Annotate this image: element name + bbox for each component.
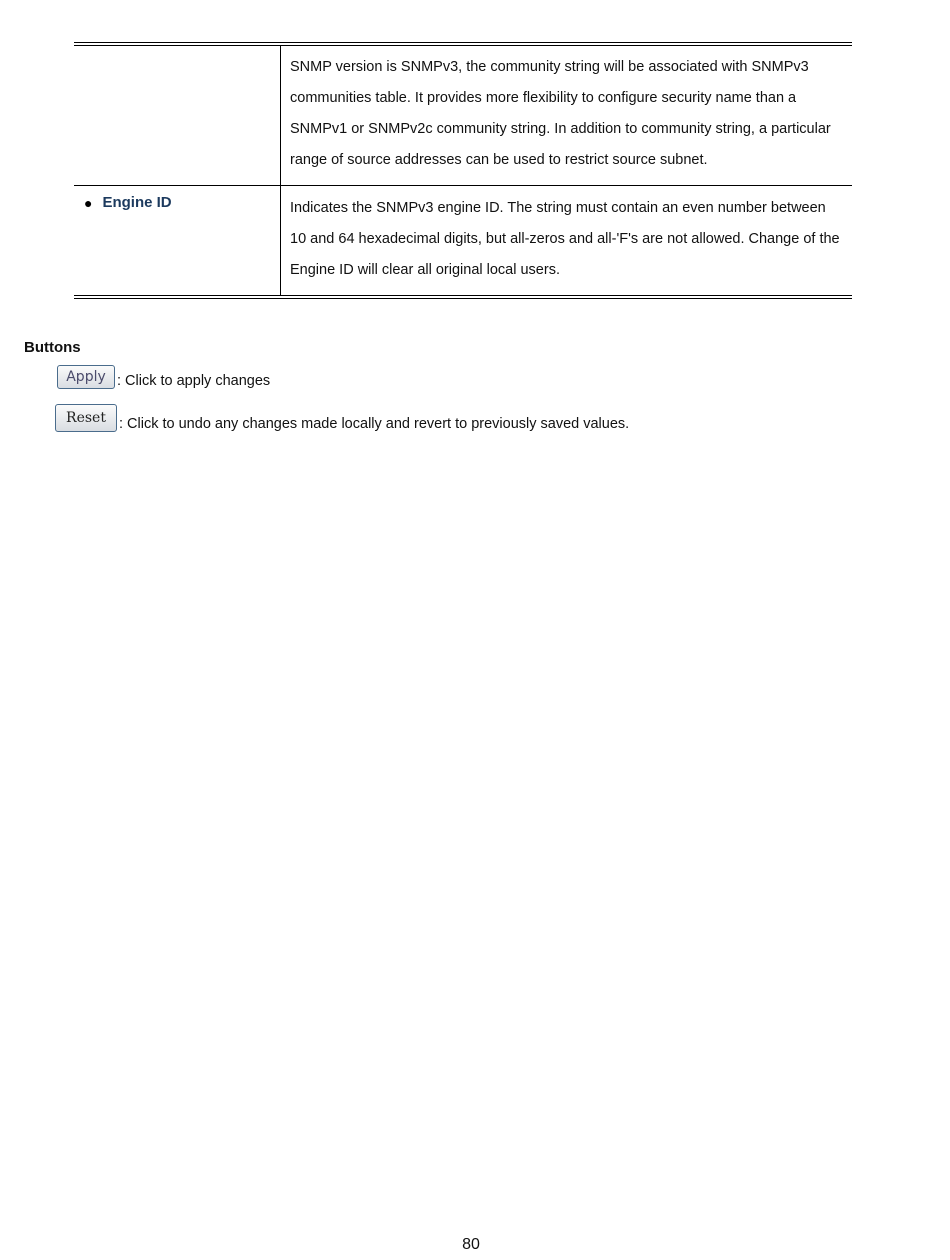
section-heading-buttons: Buttons	[24, 339, 81, 356]
parameter-name-engine-id	[84, 194, 280, 212]
apply-button-row	[55, 365, 270, 389]
page-number: 80	[462, 1236, 480, 1253]
parameter-name-cell	[74, 186, 281, 295]
apply-button-description: : Click to apply changes	[117, 373, 271, 389]
reset-button-row	[55, 404, 629, 432]
table-row	[74, 185, 852, 295]
bullet-icon: ●	[84, 195, 93, 211]
parameter-description: SNMP version is SNMPv3, the community string will be associated with SNMPv3 communities table. It provides more flexibility to configure security name than a SNMPv1 or SNMPv2c community string. In addition to community string, a particular range of source addresses can be used to restrict source subnet.	[290, 59, 831, 168]
parameter-name-label: Engine ID	[102, 194, 172, 211]
table-row	[74, 46, 852, 185]
reset-button-description: : Click to undo any changes made locally and revert to previously saved values.	[119, 416, 630, 432]
parameter-description: Indicates the SNMPv3 engine ID. The string must contain an even number between 10 and 64 hexadecimal digits, but all-zeros and all-'F's are not allowed. Change of the Engine ID will clear all original local users.	[290, 200, 840, 278]
parameter-table	[74, 42, 852, 299]
reset-button[interactable]: Reset	[55, 404, 117, 432]
apply-button[interactable]: Apply	[57, 365, 115, 389]
parameter-name-cell	[74, 46, 281, 185]
